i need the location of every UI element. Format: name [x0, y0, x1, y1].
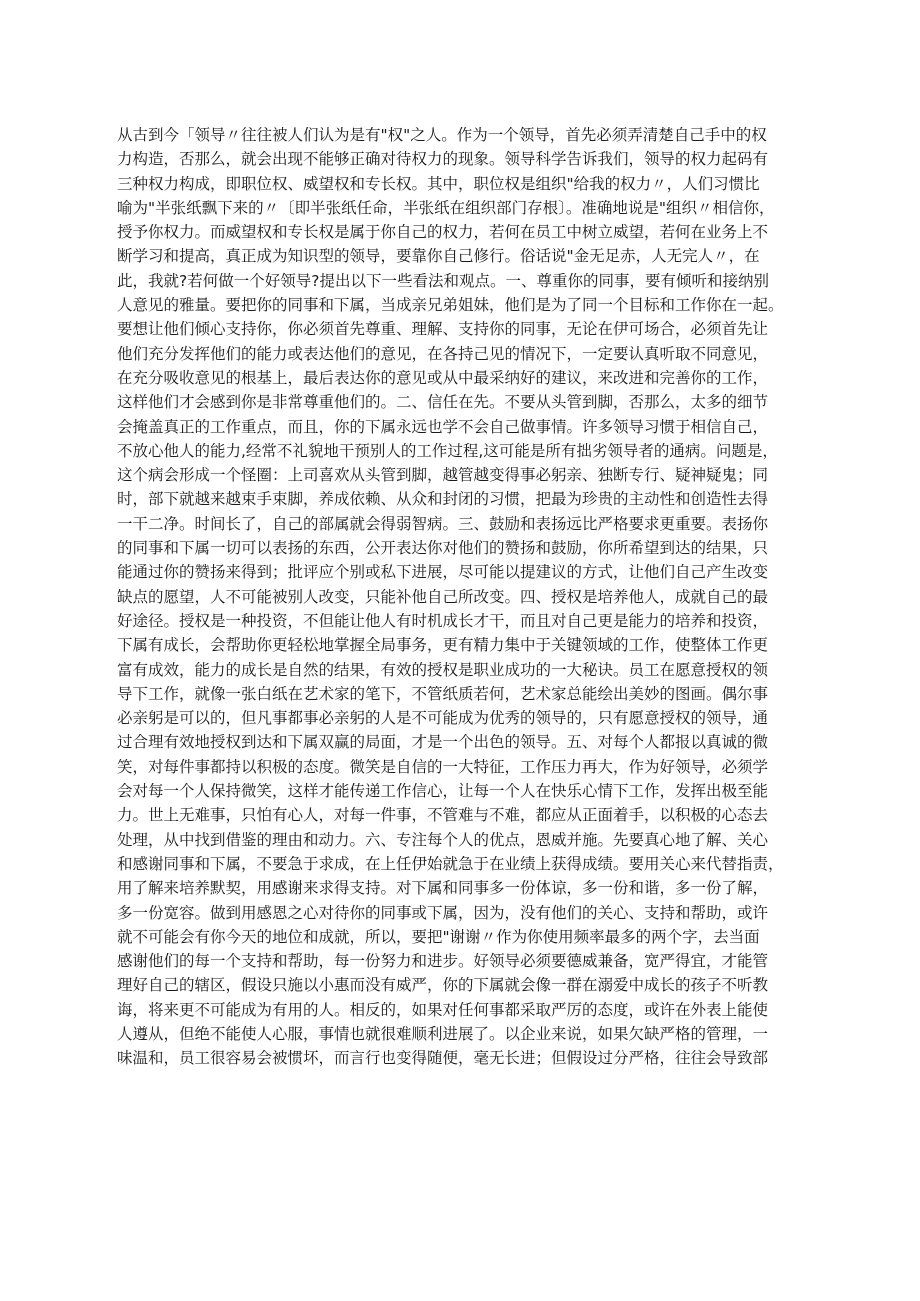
text-line: 和感谢同事和下属，不要急于求成，在上任伊始就急于在业绩上获得成绩。要用关心来代替指责，	[117, 854, 784, 873]
text-line: 人遵从，但绝不能使人心服，事情也就很难顺利进展了。以企业来说，如果欠缺严格的管理，一	[117, 1024, 769, 1043]
text-line: 会掩盖真正的工作重点，而且，你的下属永远也学不会自己做事情。许多领导习惯于相信自己，	[117, 417, 769, 436]
text-line: 理好自己的辖区，假设只施以小惠而没有威严，你的下属就会像一群在溺爱中成长的孩子不听教	[117, 976, 769, 995]
text-line: 不放心他人的能力,经常不礼貌地干预别人的工作过程,这可能是所有拙劣领导者的通病。问题是，	[117, 441, 778, 460]
text-line: 一干二净。时间长了，自己的部属就会得弱智病。三、鼓励和表扬远比严格要求更重要。表扬你	[117, 514, 769, 533]
text-line: 这个病会形成一个怪圈：上司喜欢从头管到脚，越管越变得事必躬亲、独断专行、疑神疑鬼；同	[117, 466, 769, 485]
text-line: 富有成效，能力的成长是自然的结果，有效的授权是职业成功的一大秘诀。员工在愿意授权的领	[117, 660, 769, 679]
body-paragraph	[117, 123, 797, 1071]
text-line: 笑，对每件事都持以积极的态度。微笑是自信的一大特征，工作压力再大，作为好领导，必须学	[117, 757, 769, 776]
text-line: 感谢他们的每一个支持和帮助，每一份努力和进步。好领导必须要德威兼备，宽严得宜，才能管	[117, 952, 769, 971]
text-line: 此，我就?若何做一个好领导?提出以下一些看法和观点。一、尊重你的同事，要有倾听和接纳别	[117, 271, 769, 290]
text-line: 授予你权力。而威望权和专长权是属于你自己的权力，若何在员工中树立威望，若何在业务上不	[117, 223, 769, 242]
text-line: 在充分吸收意见的根基上，最后表达你的意见或从中最采纳好的建议，来改进和完善你的工作，	[117, 368, 769, 387]
text-line: 必亲躬是可以的，但凡事都事必亲躬的人是不可能成为优秀的领导的，只有愿意授权的领导，通	[117, 709, 769, 728]
text-line: 能通过你的赞扬来得到；批评应个别或私下进展，尽可能以提建议的方式，让他们自己产生改变	[117, 563, 769, 582]
text-line: 多一份宽容。做到用感恩之心对待你的同事或下属，因为，没有他们的关心、支持和帮助，或许	[117, 903, 769, 922]
text-line: 他们充分发挥他们的能力或表达他们的意见，在各持己见的情况下，一定要认真听取不同意见，	[117, 344, 769, 363]
text-line: 的同事和下属一切可以表扬的东西，公开表达你对他们的赞扬和鼓励，你所希望到达的结果，只	[117, 539, 769, 558]
text-line: 好途径。授权是一种投资，不但能让他人有时机成长才干，而且对自己更是能力的培养和投资，	[117, 611, 769, 630]
text-line: 断学习和提高，真正成为知识型的领导，要靠你自己修行。俗话说"金无足赤，人无完人〃，在	[117, 247, 760, 266]
text-line: 下属有成长，会帮助你更轻松地掌握全局事务，更有精力集中于关键领域的工作，使整体工作更	[117, 636, 769, 655]
text-line: 处理，从中找到借鉴的理由和动力。六、专注每个人的优点，恩威并施。先要真心地了解、关心	[117, 830, 769, 849]
text-line: 人意见的雅量。要把你的同事和下属，当成亲兄弟姐妹，他们是为了同一个目标和工作你在一起。	[117, 296, 784, 315]
text-line: 力构造，否那么，就会出现不能够正确对待权力的现象。领导科学告诉我们，领导的权力起码有	[117, 150, 769, 169]
text-line: 就不可能会有你今天的地位和成就，所以，要把"谢谢〃作为你使用频率最多的两个字，去当面	[117, 927, 760, 946]
text-line: 缺点的愿望，人不可能被别人改变，只能补他自己所改变。四、授权是培养他人，成就自己的最	[117, 587, 769, 606]
text-line: 时，部下就越来越束手束脚，养成依赖、从众和封闭的习惯，把最为珍贵的主动性和创造性去得	[117, 490, 769, 509]
text-line: 诲，将来更不可能成为有用的人。相反的，如果对任何事都采取严厉的态度，或许在外表上能使	[117, 1000, 769, 1019]
text-line: 过合理有效地授权到达和下属双赢的局面，才是一个出色的领导。五、对每个人都报以真诚的微	[117, 733, 769, 752]
text-line: 从古到今「领导〃往往被人们认为是有"权"之人。作为一个领导，首先必须弄清楚自己手中的权	[117, 126, 767, 144]
text-line: 导下工作，就像一张白纸在艺术家的笔下，不管纸质若何，艺术家总能绘出美妙的图画。偶尔事	[117, 684, 769, 703]
text-line: 三种权力构成，即职位权、威望权和专长权。其中，职位权是组织"给我的权力〃，人们习惯比	[117, 174, 760, 193]
text-line: 喻为"半张纸飘下来的〃〔即半张纸任命，半张纸在组织部门存根〕。准确地说是"组织〃相信你，	[117, 198, 775, 217]
text-line: 用了解来培养默契，用感谢来求得支持。对下属和同事多一份体谅，多一份和谐，多一份了解，	[117, 879, 769, 898]
text-line: 这样他们才会感到你是非常尊重他们的。二、信任在先。不要从头管到脚，否那么，太多的细节	[117, 393, 769, 412]
text-line: 味温和，员工很容易会被惯坏，而言行也变得随便，毫无长进；但假设过分严格，往往会导致部	[117, 1049, 769, 1068]
text-line: 力。世上无难事，只怕有心人，对每一件事，不管难与不难，都应从正面着手，以积极的心态去	[117, 806, 769, 825]
text-line: 会对每一个人保持微笑，这样才能传递工作信心，让每一个人在快乐心情下工作，发挥出极至能	[117, 782, 769, 801]
text-line: 要想让他们倾心支持你，你必须首先尊重、理解、支持你的同事，无论在伊可场合，必须首先让	[117, 320, 769, 339]
